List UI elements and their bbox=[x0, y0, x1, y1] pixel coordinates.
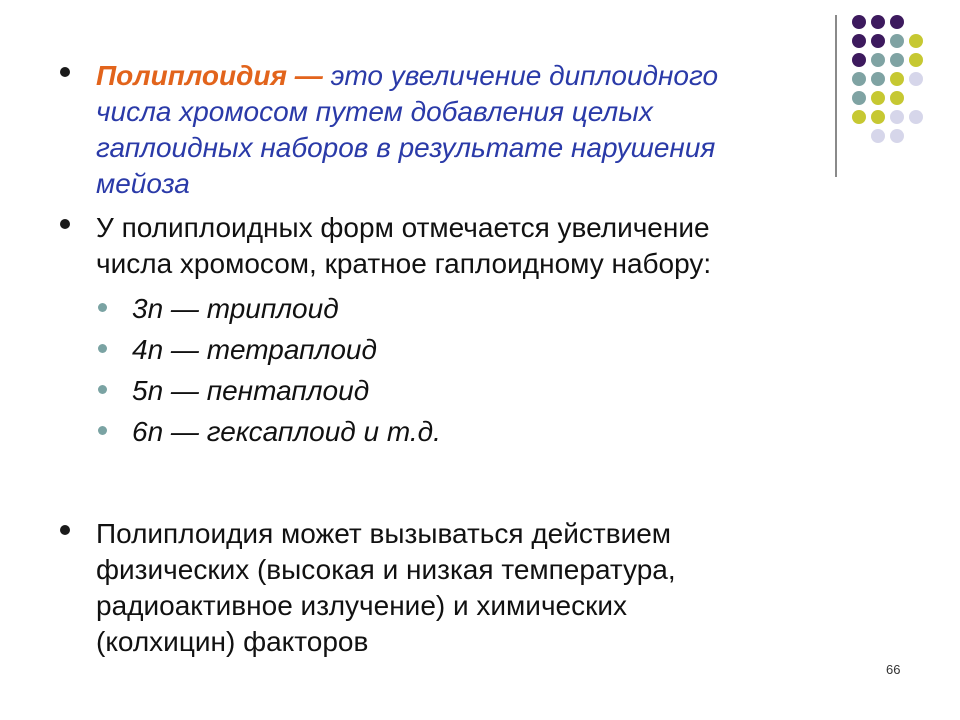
definition-term: Полиплоидия — bbox=[96, 60, 323, 91]
list-item bbox=[60, 288, 820, 329]
ploidy-label: 6n — гексаплоид и т.д. bbox=[132, 416, 441, 447]
decorative-dot bbox=[890, 34, 904, 48]
bullet-dot-icon bbox=[60, 219, 70, 229]
decorative-dot bbox=[909, 53, 923, 67]
decorative-dot bbox=[871, 15, 885, 29]
bullet-line: У полиплоидных форм отмечается увеличение bbox=[96, 212, 710, 243]
decorative-dot bbox=[852, 53, 866, 67]
decorative-dot bbox=[890, 15, 904, 29]
decorative-dot bbox=[852, 72, 866, 86]
decorative-dot bbox=[852, 110, 866, 124]
list-item bbox=[60, 329, 820, 370]
ploidy-list bbox=[60, 288, 820, 452]
bullet-dot-icon bbox=[60, 525, 70, 535]
sub-bullet-dot-icon bbox=[98, 303, 107, 312]
list-item bbox=[60, 370, 820, 411]
bullet-definition bbox=[60, 58, 820, 202]
ploidy-label: 5n — пентаплоид bbox=[132, 375, 370, 406]
decorative-dot bbox=[852, 34, 866, 48]
bullet-line: числа хромосом, кратное гаплоидному набору: bbox=[96, 248, 712, 279]
bullet-causes bbox=[60, 516, 820, 660]
bullet-polyploid-forms bbox=[60, 210, 820, 282]
decorative-dot bbox=[890, 110, 904, 124]
sub-bullet-dot-icon bbox=[98, 385, 107, 394]
decorative-dot-grid bbox=[852, 15, 952, 155]
ploidy-label: 3n — триплоид bbox=[132, 293, 339, 324]
decorative-dot bbox=[871, 91, 885, 105]
slide-content bbox=[60, 58, 820, 660]
bullet-line: Полиплоидия может вызываться действием bbox=[96, 518, 672, 549]
decorative-dot bbox=[852, 91, 866, 105]
decorative-dot bbox=[871, 129, 885, 143]
decorative-dot bbox=[871, 72, 885, 86]
decorative-dot bbox=[871, 110, 885, 124]
bullet-line: (колхицин) факторов bbox=[96, 626, 369, 657]
decorative-dot bbox=[909, 110, 923, 124]
decorative-dot bbox=[890, 72, 904, 86]
bullet-line: радиоактивное излучение) и химических bbox=[96, 590, 628, 621]
definition-line: числа хромосом путем добавления целых bbox=[96, 96, 653, 127]
sub-bullet-dot-icon bbox=[98, 344, 107, 353]
definition-line: это увеличение диплоидного bbox=[330, 60, 719, 91]
decorative-dot bbox=[871, 34, 885, 48]
bullet-dot-icon bbox=[60, 67, 70, 77]
definition-line: гаплоидных наборов в результате нарушения bbox=[96, 132, 716, 163]
bullet-line: физических (высокая и низкая температура, bbox=[96, 554, 676, 585]
vertical-divider bbox=[835, 15, 837, 177]
decorative-dot bbox=[909, 72, 923, 86]
definition-text bbox=[96, 58, 820, 202]
decorative-dot bbox=[890, 53, 904, 67]
sub-bullet-dot-icon bbox=[98, 426, 107, 435]
decorative-dot bbox=[890, 91, 904, 105]
decorative-dot bbox=[852, 15, 866, 29]
decorative-dot bbox=[890, 129, 904, 143]
decorative-dot bbox=[871, 53, 885, 67]
list-item bbox=[60, 411, 820, 452]
decorative-dot bbox=[909, 34, 923, 48]
page-number: 66 bbox=[886, 662, 901, 677]
ploidy-label: 4n — тетраплоид bbox=[132, 334, 377, 365]
definition-line: мейоза bbox=[96, 168, 190, 199]
